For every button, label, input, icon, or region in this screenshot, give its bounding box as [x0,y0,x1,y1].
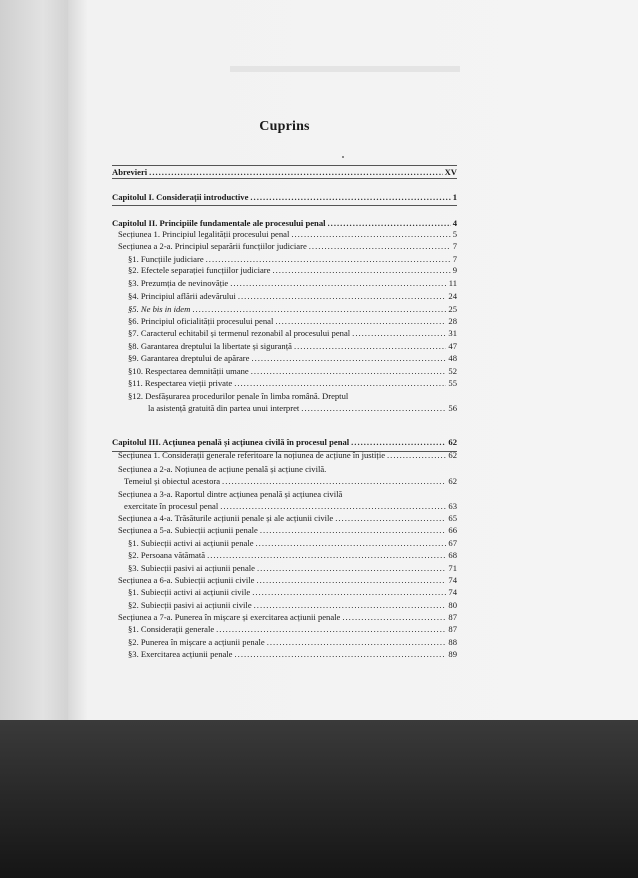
dot-leader [260,525,447,536]
toc-page-number: 68 [448,550,457,560]
toc-entry-title: §7. Caracterul echitabil și termenul rezonabil al procesului penal [128,328,351,338]
toc-page-number: 55 [448,378,457,388]
dot-leader [328,218,451,229]
stray-mark [342,156,344,158]
toc-entry-title: Capitolul III. Acțiunea penală și acțiunea civilă în procesul penal [112,437,350,447]
toc-section-entry [118,241,457,252]
toc-entry-title: §1. Subiecții activi ai acțiunii penale [128,538,254,548]
toc-entry-title: Secțiunea a 2-a. Principiul separării funcțiilor judiciare [118,241,307,251]
toc-page-number: 87 [448,612,457,622]
toc-page-number: 67 [448,538,457,548]
toc-entry-title: Capitolul I. Considerații introductive [112,192,249,202]
dot-leader [254,600,447,611]
toc-chapter-entry [112,167,457,178]
dot-leader [251,366,447,377]
toc-entry-title: §3. Subiecții pasivi ai acțiunii penale [128,563,255,573]
toc-entry-title: Secțiunea a 6-a. Subiecții acțiunii civile [118,575,255,585]
divider-rule [112,178,457,179]
toc-entry-title: la asistență gratuită din partea unui interpret [148,403,300,413]
toc-page-number: 74 [448,587,457,597]
toc-subsection-entry [128,366,457,377]
toc-entry-title: Secțiunea a 2-a. Noțiunea de acțiune penală și acțiune civilă. [118,464,327,474]
toc-entry-title: Secțiunea 1. Considerații generale referitoare la noțiunea de acțiune în justiție [118,450,386,460]
toc-subsection-entry [128,341,457,352]
dot-leader [294,341,446,352]
toc-section-entry [118,229,457,240]
toc-subsection-entry [128,278,457,289]
dot-leader [230,278,446,289]
toc-entry-title: §8. Garantarea dreptului la libertate și siguranță [128,341,292,351]
toc-entry-title: §1. Subiecții activi ai acțiunii civile [128,587,251,597]
toc-page-number: 88 [448,637,457,647]
dot-leader [257,563,446,574]
dot-leader [251,353,446,364]
divider-rule [112,205,457,206]
toc-entry-title: Secțiunea a 3-a. Raportul dintre acțiunea penală și acțiunea civilă [118,489,343,499]
page-title: Cuprins [259,119,310,134]
dot-leader [149,167,442,178]
toc-section-entry [118,450,457,461]
toc-entry-title: §12. Desfășurarea procedurilor penale în limba română. Dreptul [128,391,349,401]
toc-page-number: 52 [448,366,457,376]
toc-entry-title: §1. Funcțiile judiciare [128,254,204,264]
dot-leader [216,624,446,635]
toc-page-number: 31 [448,328,457,338]
toc-page-number: 71 [448,563,457,573]
toc-entry-title: §3. Exercitarea acțiunii penale [128,649,233,659]
toc-subsection-entry [128,254,457,265]
toc-subsection-entry [128,353,457,364]
toc-page-number: 1 [452,192,457,202]
toc-entry-title: §2. Persoana vătămată [128,550,206,560]
toc-section-entry [118,513,457,524]
toc-page-number: 89 [448,649,457,659]
toc-subsection-entry [128,328,457,339]
dot-leader [335,513,446,524]
toc-subsection-entry [128,550,457,561]
toc-subsection-entry [128,587,457,598]
toc-page-number: 25 [448,304,457,314]
toc-section-entry [124,476,457,487]
bleed-through-header [230,66,460,72]
toc-section-entry [118,612,457,623]
dot-leader [222,476,446,487]
toc-chapter-entry [112,192,457,203]
toc-page-number: 7 [452,241,457,251]
dot-leader [238,291,447,302]
dot-leader [342,612,446,623]
dot-leader [220,501,446,512]
toc-page-number: 56 [448,403,457,413]
toc-entry-title: §9. Garantarea dreptului de apărare [128,353,250,363]
toc-entry-title: §6. Principiul oficialității procesului penal [128,316,274,326]
toc-entry-title: §3. Prezumția de nevinovăție [128,278,229,288]
dot-leader [207,550,446,561]
toc-page-number: 80 [448,600,457,610]
toc-section-entry [124,501,457,512]
toc-entry-title: Secțiunea a 7-a. Punerea în mișcare și exercitarea acțiunii penale [118,612,341,622]
toc-page-number: 62 [448,437,457,447]
dot-leader [257,575,447,586]
toc-page-number: 5 [452,229,457,239]
toc-page-number: 74 [448,575,457,585]
toc-subsection-entry [128,304,457,315]
dot-leader [272,265,450,276]
toc-entry-title: Secțiunea a 4-a. Trăsăturile acțiunii penale și ale acțiunii civile [118,513,334,523]
toc-subsection-entry [128,600,457,611]
toc-page-number: 7 [452,254,457,264]
toc-entry-title: Secțiunea 1. Principiul legalității procesului penal [118,229,290,239]
dot-leader [301,403,446,414]
toc-entry-title: §2. Subiecții pasivi ai acțiunii civile [128,600,252,610]
toc-subsection-entry [128,316,457,327]
toc-entry-title: §2. Efectele separației funcțiilor judiciare [128,265,271,275]
toc-entry-title: §2. Punerea în mișcare a acțiunii penale [128,637,265,647]
toc-subsection-entry [128,378,457,389]
scan-background [0,720,638,878]
toc-entry-title: Capitolul II. Principiile fundamentale ale procesului penal [112,218,326,228]
toc-page-number: 48 [448,353,457,363]
toc-page-number: 24 [448,291,457,301]
dot-leader [351,437,446,448]
toc-subsection-entry [128,563,457,574]
toc-subsection-entry [128,538,457,549]
dot-leader [352,328,446,339]
dot-leader [235,649,447,660]
divider-rule [112,165,457,166]
toc-subsection-entry [128,624,457,635]
toc-page-number: 47 [448,341,457,351]
dot-leader [256,538,447,549]
toc-chapter-entry [112,437,457,448]
dot-leader [192,304,446,315]
facing-page-edge [0,0,72,720]
toc-entry-title: Temeiul și obiectul acestora [124,476,221,486]
dot-leader [387,450,446,461]
toc-entry-title: Abrevieri [112,167,148,177]
toc-page-number: 9 [452,265,457,275]
toc-entry-title: §5. Ne bis in idem [128,304,191,314]
toc-entry-title: §10. Respectarea demnității umane [128,366,249,376]
toc-subsection-entry [128,265,457,276]
toc-entry-title: §4. Principiul aflării adevărului [128,291,236,301]
toc-subsection-entry [148,403,457,414]
toc-entry-title: §1. Considerații generale [128,624,215,634]
dot-leader [250,192,450,203]
toc-page-number: 63 [448,501,457,511]
dot-leader [252,587,446,598]
dot-leader [291,229,450,240]
dot-leader [206,254,451,265]
toc-subsection-entry [128,291,457,302]
toc-entry-title: Secțiunea a 5-a. Subiecții acțiunii penale [118,525,258,535]
dot-leader [275,316,446,327]
toc-page-number: 28 [448,316,457,326]
toc-subsection-entry [128,637,457,648]
toc-chapter-entry [112,218,457,229]
dot-leader [309,241,451,252]
toc-page-number: 66 [448,525,457,535]
toc-page-number: 62 [448,450,457,460]
toc-section-entry [118,575,457,586]
toc-section-entry [118,525,457,536]
toc-page-number: 11 [448,278,457,288]
toc-page-number: 62 [448,476,457,486]
toc-page-number: 87 [448,624,457,634]
toc-page-number: 65 [448,513,457,523]
toc-page-number: XV [444,167,457,177]
toc-entry-title: exercitate în procesul penal [124,501,219,511]
dot-leader [234,378,446,389]
toc-entry-title: §11. Respectarea vieții private [128,378,233,388]
dot-leader [267,637,447,648]
toc-page-number: 4 [452,218,457,228]
toc-subsection-entry [128,649,457,660]
